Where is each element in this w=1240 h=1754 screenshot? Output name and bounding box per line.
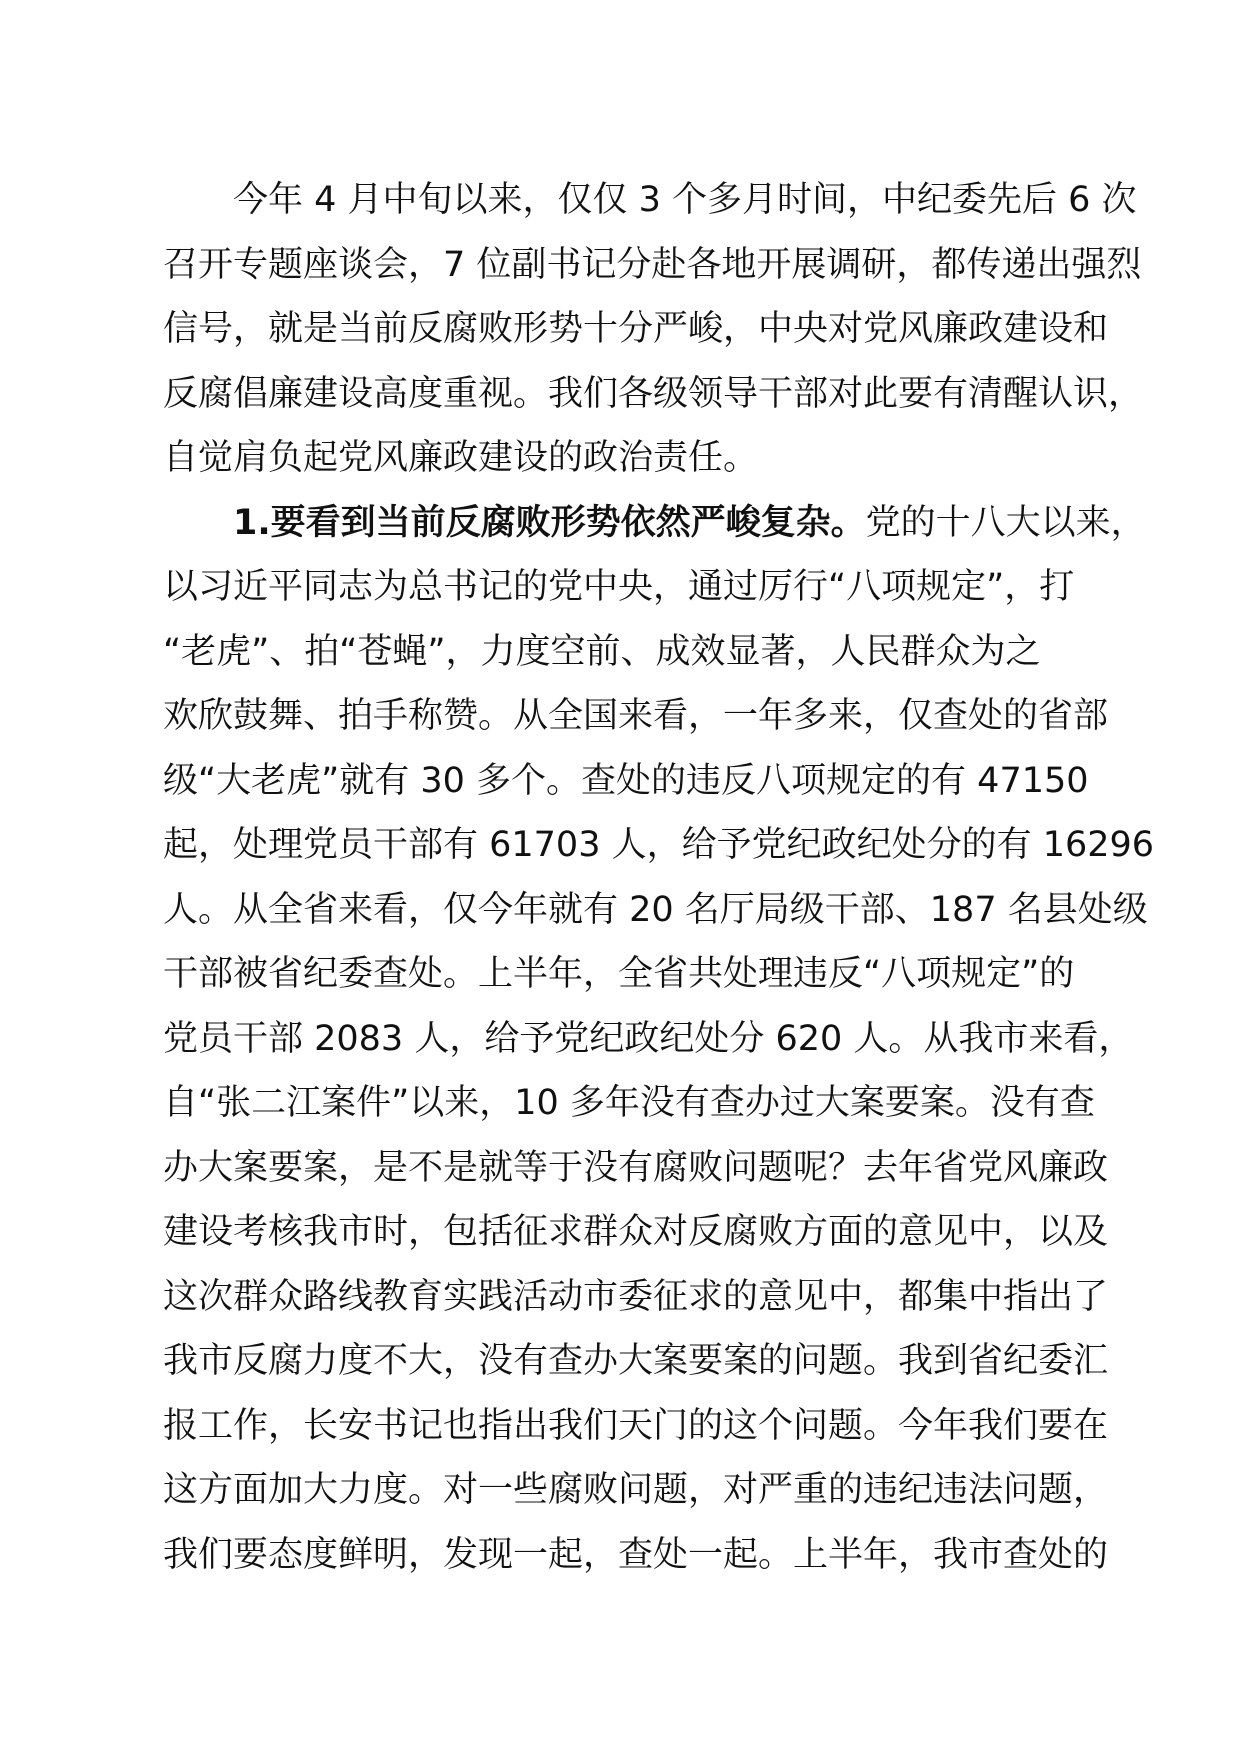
document-body [163, 168, 1155, 1587]
text-line-lead [163, 491, 1146, 556]
text-line: 我们要态度鲜明，发现一起，查处一起。上半年，我市查处的 [163, 1534, 1109, 1575]
text-line: 建设考核我市时，包括征求群众对反腐败方面的意见中，以及 [163, 1212, 1109, 1252]
text-line: 起，处理党员干部有 61703 人，给予党纪政纪处分的有 16296 [163, 825, 1155, 865]
text-line: 办大案要案，是不是就等于没有腐败问题呢？去年省党风廉政 [163, 1147, 1109, 1188]
text-line: 反腐倡廉建设高度重视。我们各级领导干部对此要有清醒认识， [163, 373, 1144, 414]
text-line: 人。从全省来看，仅今年就有 20 名厅局级干部、187 名县处级 [163, 889, 1148, 930]
text-line: 我市反腐力度不大，没有查办大案要案的问题。我到省纪委汇 [163, 1341, 1109, 1381]
text-line: 这方面加大力度。对一些腐败问题，对严重的违纪违法问题， [163, 1470, 1109, 1510]
text-line: 以习近平同志为总书记的党中央，通过厉行“八项规定”，打 [163, 567, 1075, 607]
text-line: 报工作，长安书记也指出我们天门的这个问题。今年我们要在 [163, 1405, 1109, 1446]
text-line: 干部被省纪委查处。上半年，全省共处理违反“八项规定”的 [163, 954, 1075, 994]
paragraph-point-1 [163, 491, 1155, 1588]
section-heading: 1.要看到当前反腐败形势依然严峻复杂。 [233, 502, 866, 543]
text-line: 这次群众路线教育实践活动市委征求的意见中，都集中指出了 [163, 1276, 1109, 1317]
text-line: 今年 4 月中旬以来，仅仅 3 个多月时间，中纪委先后 6 次 [163, 180, 1137, 220]
paragraph-indent [163, 503, 233, 543]
paragraph-intro [163, 168, 1144, 491]
text-line: 信号，就是当前反腐败形势十分严峻，中央对党风廉政建设和 [163, 309, 1109, 349]
text-line: 党员干部 2083 人，给予党纪政纪处分 620 人。从我市来看， [163, 1018, 1134, 1059]
text-line: 召开专题座谈会，7 位副书记分赴各地开展调研，都传递出强烈 [163, 244, 1142, 285]
text-line: 自“张二江案件”以来，10 多年没有查办过大案要案。没有查 [163, 1083, 1095, 1123]
text-line: 级“大老虎”就有 30 多个。查处的违反八项规定的有 47150 [163, 760, 1089, 801]
text-line: “老虎”、拍“苍蝇”，力度空前、成效显著，人民群众为之 [163, 631, 1041, 672]
text-line: 自觉肩负起党风廉政建设的政治责任。 [163, 438, 759, 478]
heading-continuation: 党的十八大以来， [865, 502, 1146, 543]
text-line: 欢欣鼓舞、拍手称赞。从全国来看，一年多来，仅查处的省部 [163, 696, 1109, 736]
